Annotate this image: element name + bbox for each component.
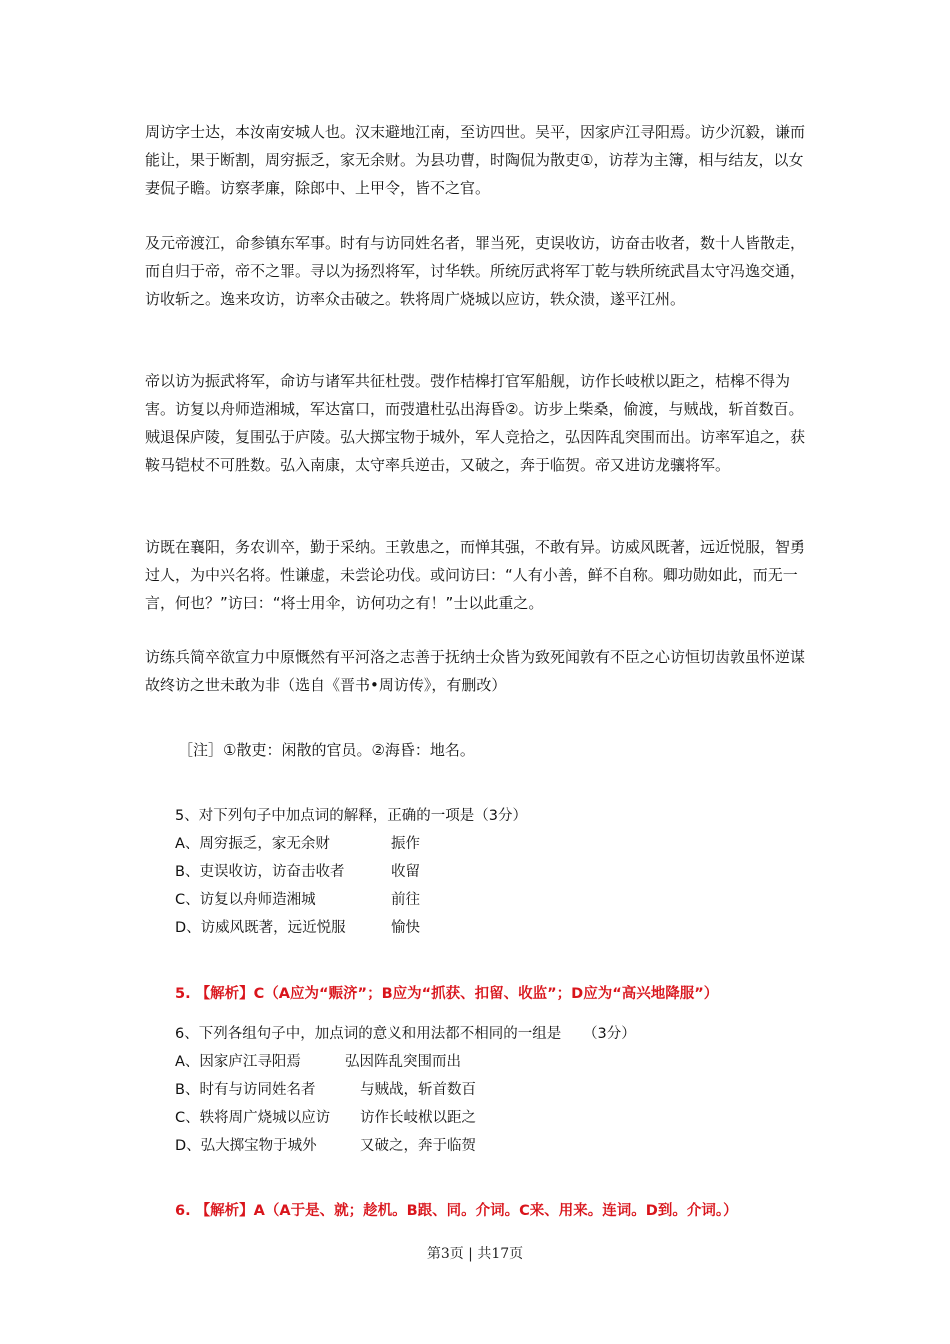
option-answer: 又破之，奔于临贺 <box>360 1138 476 1154</box>
question-6-option-b <box>175 1076 476 1104</box>
option-text: B、时有与访同姓名者 <box>175 1082 316 1098</box>
question-5-stem: 5、对下列句子中加点词的解释，正确的一项是（3分） <box>175 808 527 824</box>
passage-paragraph-2: 及元帝渡江，命参镇东军事。时有与访同姓名者，罪当死，吏误收访，访奋击收者，数十人皆散走，而自归于帝，帝不之罪。寻以为扬烈将军，讨华轶。所统厉武将军丁乾与轶所统武昌太守冯逸交通，访收斩之。逸来攻访，访率众击破之。轶将周广烧城以应访，轶众溃，遂平江州。 <box>145 234 806 308</box>
option-text: C、访复以舟师造湘城 <box>175 892 316 908</box>
option-text: A、因家庐江寻阳焉 <box>175 1054 301 1070</box>
option-answer: 与贼战，斩首数百 <box>360 1082 476 1098</box>
passage-paragraph-1: 周访字士达，本汝南安城人也。汉末避地江南，至访四世。吴平，因家庐江寻阳焉。访少沉毅，谦而能让，果于断割，周穷振乏，家无余财。为县功曹，时陶侃为散吏①，访荐为主簿，相与结友，以女妻侃子瞻。访察孝廉，除郎中、上甲令，皆不之官。 <box>145 123 806 197</box>
page-footer: 第3页 | 共17页 <box>426 1246 524 1262</box>
question-6-option-c <box>175 1104 476 1132</box>
question-6-analysis: 6. 【解析】A（A于是、就；趁机。B跟、同。介词。C来、用来。连词。D到。介词。） <box>175 1203 738 1219</box>
option-answer: 访作长岐栿以距之 <box>360 1110 476 1126</box>
option-text: D、弘大掷宝物于城外 <box>175 1138 317 1154</box>
option-answer: 振作 <box>391 836 420 852</box>
question-6-stem: 6、下列各组句子中，加点词的意义和用法都不相同的一组是 （3分） <box>175 1026 636 1042</box>
passage-paragraph-5: 访练兵简卒欲宣力中原慨然有平河洛之志善于抚纳士众皆为致死闻敦有不臣之心访恒切齿敦虽怀逆谋故终访之世未敢为非（选自《晋书•周访传》，有删改） <box>145 648 806 694</box>
option-answer: 弘因阵乱突围而出 <box>345 1054 461 1070</box>
question-6-option-a <box>175 1048 461 1076</box>
passage-paragraph-3: 帝以访为振武将军，命访与诸军共征杜弢。弢作桔槔打官军船舰，访作长岐栿以距之，桔槔不得为害。访复以舟师造湘城，军达富口，而弢遣杜弘出海昏②。访步上柴桑，偷渡，与贼战，斩首数百。贼退保庐陵，复围弘于庐陵。弘大掷宝物于城外，军人竞拾之，弘因阵乱突围而出。访率军追之，获鞍马铠杖不可胜数。弘入南康，太守率兵逆击，又破之，奔于临贺。帝又进访龙骧将军。 <box>145 372 806 474</box>
question-5-option-b <box>175 858 420 886</box>
footnote: ［注］①散吏：闲散的官员。②海昏：地名。 <box>178 741 475 759</box>
option-text: B、吏误收访，访奋击收者 <box>175 864 345 880</box>
question-5-analysis: 5. 【解析】C（A应为“赈济”；B应为“抓获、扣留、收监”；D应为“高兴地降服”） <box>175 986 719 1002</box>
option-text: A、周穷振乏，家无余财 <box>175 836 330 852</box>
option-answer: 前往 <box>391 892 420 908</box>
question-6-option-d <box>175 1132 476 1160</box>
option-text: C、轶将周广烧城以应访 <box>175 1110 331 1126</box>
option-answer: 愉快 <box>391 920 420 936</box>
passage-paragraph-4: 访既在襄阳，务农训卒，勤于采纳。王敦患之，而惮其强，不敢有异。访威风既著，远近悦服，智勇过人，为中兴名将。性谦虚，未尝论功伐。或问访曰：“人有小善，鲜不自称。卿功勋如此，而无一言，何也？”访曰：“将士用伞，访何功之有！”士以此重之。 <box>145 538 806 612</box>
option-answer: 收留 <box>391 864 420 880</box>
question-5-option-a <box>175 830 420 858</box>
question-5-option-d <box>175 914 420 942</box>
option-text: D、访威风既著，远近悦服 <box>175 920 346 936</box>
question-5-option-c <box>175 886 420 914</box>
